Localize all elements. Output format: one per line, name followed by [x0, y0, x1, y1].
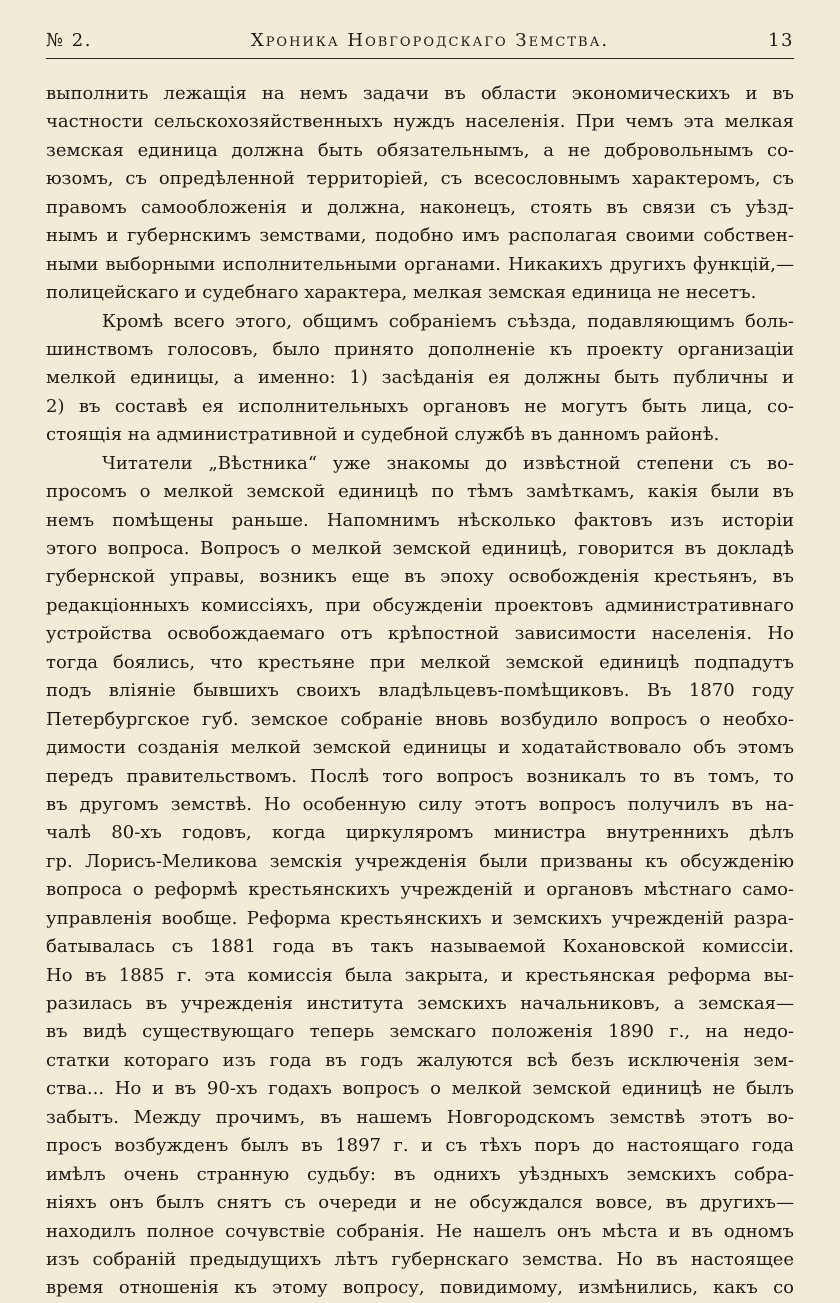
text-line: полицейскаго и судебнаго характера, мелкая земская единица не несетъ. [46, 282, 757, 304]
text-line: редакціонныхъ комиссіяхъ, при обсужденіи проектовъ административнаго [46, 594, 794, 616]
text-line: просомъ о мелкой земской единицѣ по тѣмъ замѣткамъ, какія были въ [46, 481, 794, 503]
text-line: юзомъ, съ опредѣленной территоріей, съ всесословнымъ характеромъ, съ [46, 168, 794, 190]
text-line: гр. Лорисъ-Меликова земскія учрежденія были призваны къ обсужденію [46, 850, 794, 872]
text-line: чалѣ 80-хъ годовъ, когда циркуляромъ министра внутреннихъ дѣлъ [46, 822, 794, 844]
text-line: просъ возбужденъ былъ въ 1897 г. и съ тѣхъ поръ до настоящаго года [46, 1135, 794, 1157]
text-line: разилась въ учрежденія института земскихъ начальниковъ, а земская— [46, 993, 794, 1014]
text-line: выполнить лежащія на немъ задачи въ области экономическихъ и въ [46, 83, 794, 104]
body-text [46, 80, 794, 1303]
text-line: вопроса о реформѣ крестьянскихъ учрежденій и органовъ мѣстнаго само- [46, 879, 794, 901]
text-line: немъ помѣщены раньше. Напомнимъ нѣсколько фактовъ изъ исторіи [46, 509, 794, 531]
text-line: 2) въ составѣ ея исполнительныхъ органовъ не могутъ быть лица, со- [46, 395, 794, 417]
running-title: Хроника Новгородскаго Земства. [250, 30, 610, 51]
issue-number: № 2. [46, 30, 92, 51]
text-line: мелкой единицы, а именно: 1) засѣданія ея должны быть публичны и [46, 367, 794, 389]
text-line: ными выборными исполнительными органами. Никакихъ другихъ функцій,— [46, 253, 794, 275]
running-header [46, 30, 794, 58]
text-line: шинствомъ голосовъ, было принято дополненіе къ проекту организаціи [46, 338, 794, 360]
text-line: въ другомъ земствѣ. Но особенную силу этотъ вопросъ получилъ въ на- [46, 793, 794, 815]
paragraph-start-line: Читатели „Вѣстника“ уже знакомы до извѣстной степени съ во- [102, 452, 794, 474]
text-line: стоящія на административной и судебной службѣ въ данномъ районѣ. [46, 424, 720, 446]
text-line: Петербургское губ. земское собраніе вновь возбудило вопросъ о необхо- [46, 708, 794, 730]
paragraph-start-line: Кромѣ всего этого, общимъ собраніемъ съѣзда, подавляющимъ боль- [102, 310, 794, 332]
text-line: этого вопроса. Вопросъ о мелкой земской единицѣ, говорится въ докладѣ [46, 538, 794, 559]
page-number: 13 [768, 30, 794, 51]
text-line: время отношенія къ этому вопросу, повидимому, измѣнились, какъ со [46, 1277, 794, 1299]
text-line: тогда боялись, что крестьяне при мелкой земской единицѣ подпадутъ [46, 651, 794, 673]
text-line: изъ собраній предыдущихъ лѣтъ губернскаго земства. Но въ настоящее [46, 1248, 794, 1270]
text-line: управленія вообще. Реформа крестьянскихъ и земскихъ учрежденій разра- [46, 907, 794, 929]
text-line: губернской управы, возникъ еще въ эпоху освобожденія крестьянъ, въ [46, 566, 794, 588]
header-rule [46, 58, 794, 59]
text-line: передъ правительствомъ. Послѣ того вопросъ возникалъ то въ томъ, то [46, 765, 794, 787]
text-line: подъ вліяніе бывшихъ своихъ владѣльцевъ-помѣщиковъ. Въ 1870 году [46, 680, 794, 702]
text-line: батывалась съ 1881 года въ такъ называемой Кохановской комиссіи. [46, 936, 794, 958]
text-line: димости созданія мелкой земской единицы и ходатайствовало объ этомъ [46, 737, 794, 759]
text-line: правомъ самообложенія и должна, наконецъ, стоять въ связи съ уѣзд- [46, 196, 794, 218]
text-line: забытъ. Между прочимъ, въ нашемъ Новгородскомъ земствѣ этотъ во- [46, 1106, 794, 1128]
text-line: устройства освобождаемаго отъ крѣпостной зависимости населенія. Но [46, 623, 794, 645]
text-line: въ видѣ существующаго теперь земскаго положенія 1890 г., на недо- [46, 1021, 794, 1043]
text-line: ства... Но и въ 90-хъ годахъ вопросъ о мелкой земской единицѣ не былъ [46, 1078, 794, 1100]
text-line: частности сельскохозяйственныхъ нуждъ населенія. При чемъ эта мелкая [46, 111, 794, 133]
text-line: статки котораго изъ года въ годъ жалуются всѣ безъ исключенія зем- [46, 1049, 794, 1071]
text-line: имѣлъ очень странную судьбу: въ однихъ уѣздныхъ земскихъ собра- [46, 1163, 794, 1185]
text-line: находилъ полное сочувствіе собранія. Не нашелъ онъ мѣста и въ одномъ [46, 1220, 794, 1242]
text-line: нымъ и губернскимъ земствами, подобно имъ располагая своими собствен- [46, 225, 794, 247]
text-line: ніяхъ онъ былъ снятъ съ очереди и не обсуждался вовсе, въ другихъ— [46, 1192, 794, 1214]
text-line: Но въ 1885 г. эта комиссія была закрыта, и крестьянская реформа вы- [46, 964, 794, 986]
text-line: земская единица должна быть обязательнымъ, а не добровольнымъ со- [46, 139, 794, 161]
